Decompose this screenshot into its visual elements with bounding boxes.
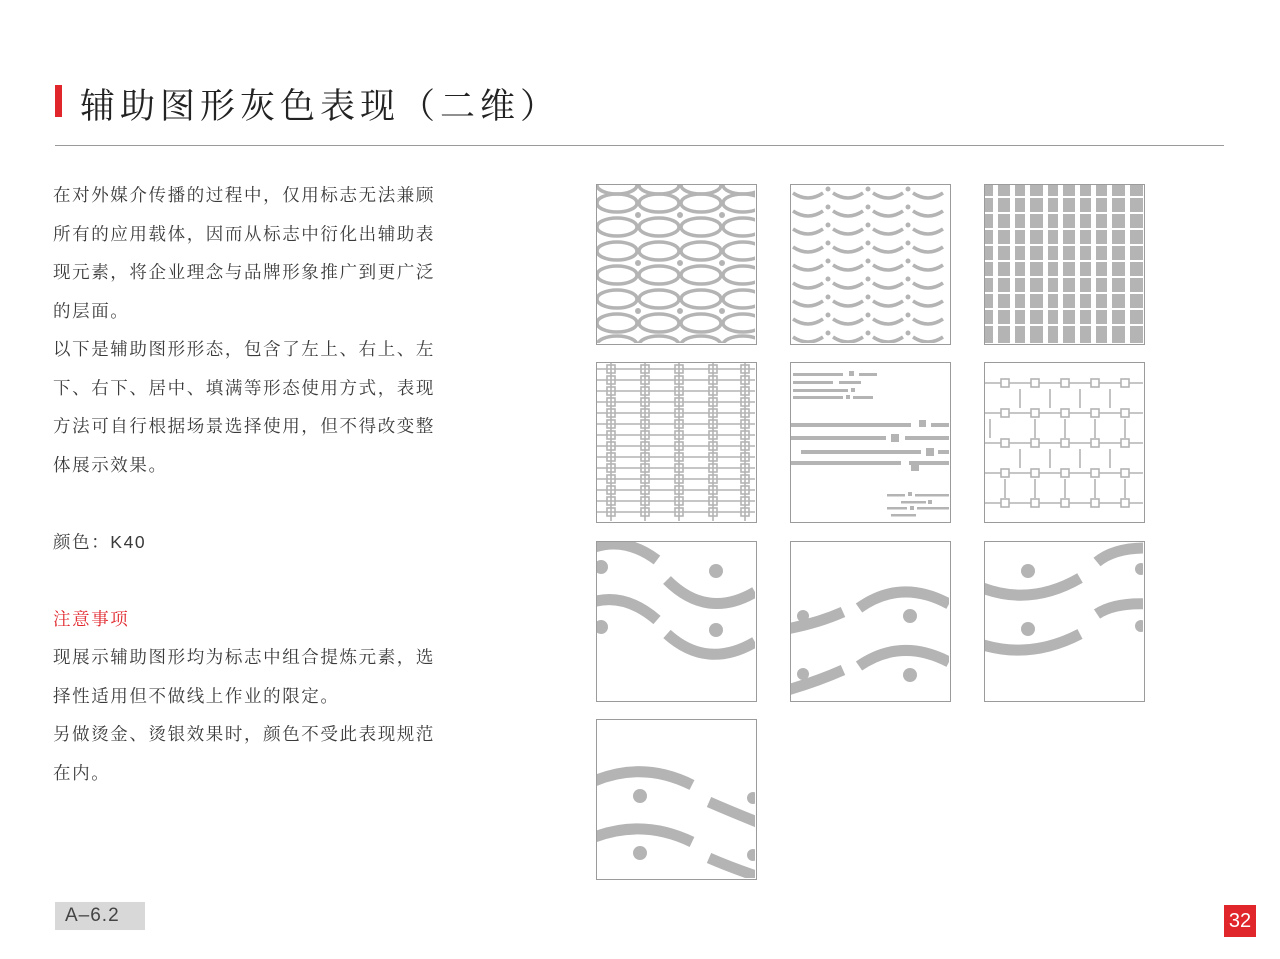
pattern-tile-4-dense-circuit [596,362,757,523]
notice-paragraph-2: 另做烫金、烫银效果时，颜色不受此表现规范在内。 [53,724,435,783]
page-number-badge: 32 [1224,905,1256,937]
spacer [53,561,453,600]
grid-nodes-graphic [985,363,1143,521]
notice-paragraph-1: 现展示辅助图形均为标志中组合提炼元素，选择性适用但不做线上作业的限定。 [53,647,435,706]
pattern-tile-8-bottom-right-arcs [790,541,951,702]
arc-composition-graphic [985,542,1143,700]
arc-composition-graphic [597,542,755,700]
description-column [53,176,453,792]
section-code: A–6.2 [55,902,145,930]
arc-composition-graphic [597,720,755,878]
header-divider [55,145,1224,146]
page-title: 辅助图形灰色表现（二维） [80,87,561,126]
pattern-tile-5-line-bars [790,362,951,523]
pattern-tile-2-wave-dots [790,184,951,345]
pattern-tile-9-right-arcs [984,541,1145,702]
circuit-dense-graphic [597,363,755,521]
line-bars-graphic [791,363,949,521]
wave-pattern-graphic [791,185,949,343]
pattern-tile-7-top-left-arcs [596,541,757,702]
pattern-tile-1-interlocking-arcs [596,184,757,345]
notice-heading: 注意事项 [53,608,130,629]
arc-pattern-graphic [597,185,755,343]
intro-paragraph-1: 在对外媒介传播的过程中，仅用标志无法兼顾所有的应用载体，因而从标志中衍化出辅助表现元素，将企业理念与品牌形象推广到更广泛的层面。 [53,185,435,321]
pattern-tile-3-vertical-stripes [984,184,1145,345]
intro-paragraph-2: 以下是辅助图形形态，包含了左上、右上、左下、右下、居中、填满等形态使用方式，表现方法可自行根据场景选择使用，但不得改变整体展示效果。 [53,339,435,475]
title-accent-bar [55,85,62,117]
pattern-tile-6-grid-nodes [984,362,1145,523]
pattern-tile-10-left-arcs [596,719,757,880]
spacer [53,484,453,523]
stripe-pattern-graphic [985,185,1143,343]
arc-composition-graphic [791,542,949,700]
color-spec: 颜色：K40 [53,531,147,552]
